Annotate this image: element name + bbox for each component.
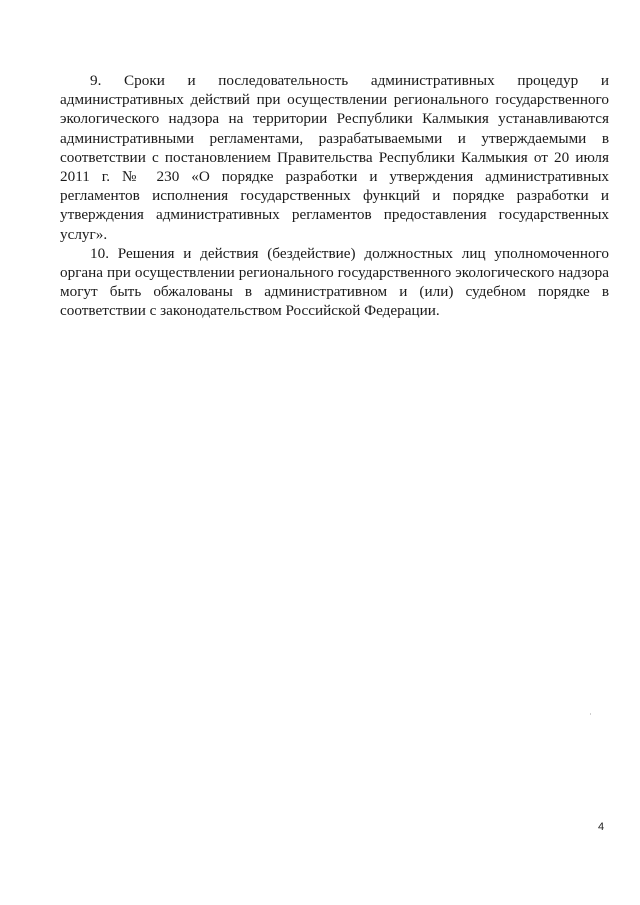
document-body — [60, 71, 609, 321]
page-number: 4 — [598, 821, 605, 833]
scan-speck — [590, 713, 591, 715]
paragraph-9: 9. Сроки и последовательность административных процедур и административных действий при осуществлении регионального государственного экологического надзора на территории Республики Калмыкия устанавливаются административными регламентами, разрабатываемыми и утверждаемыми в соответствии с постановлением Правительства Республики Калмыкия от 20 июля 2011 г. № 230 «О порядке разработки и утверждения административных регламентов исполнения государственных функций и порядке разработки и утверждения административных регламентов предоставления государственных услуг». — [60, 72, 609, 243]
paragraph-10: 10. Решения и действия (бездействие) должностных лиц уполномоченного органа при осуществлении регионального государственного экологического надзора могут быть обжалованы в административном и (или) судебном порядке в соответствии с законодательством Российской Федерации. — [60, 244, 609, 320]
